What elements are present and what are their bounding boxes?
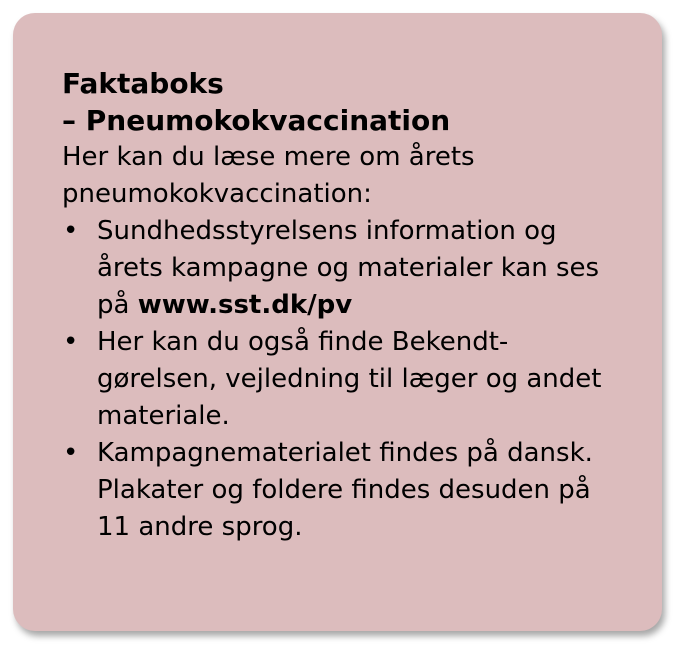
- factbox-title: [62, 65, 622, 139]
- list-item-text: Her kan du også finde Bekendt-gørelsen, vejledning til læger og andet materiale.: [97, 327, 602, 431]
- factbox-title-line2: – Pneumokokvaccination: [62, 104, 451, 137]
- list-item-text: Sundhedsstyrelsens information og årets kampagne og materialer kan ses på: [97, 216, 600, 320]
- factbox-title-line1: Faktaboks: [62, 67, 224, 100]
- factbox-intro: Her kan du læse mere om årets pneumokokvaccination:: [62, 142, 475, 209]
- list-item: [62, 213, 622, 324]
- bullet-icon: •: [63, 327, 79, 357]
- list-item: [62, 435, 622, 546]
- factbox-list: [62, 213, 622, 546]
- bullet-icon: •: [63, 438, 79, 468]
- factbox: [13, 13, 662, 631]
- list-item: [62, 324, 622, 435]
- list-item-text: Kampagnematerialet findes på dansk. Plakater og foldere findes desuden på 11 andre sprog.: [97, 438, 593, 542]
- sst-link: www.sst.dk/pv: [137, 290, 353, 320]
- bullet-icon: •: [63, 216, 79, 246]
